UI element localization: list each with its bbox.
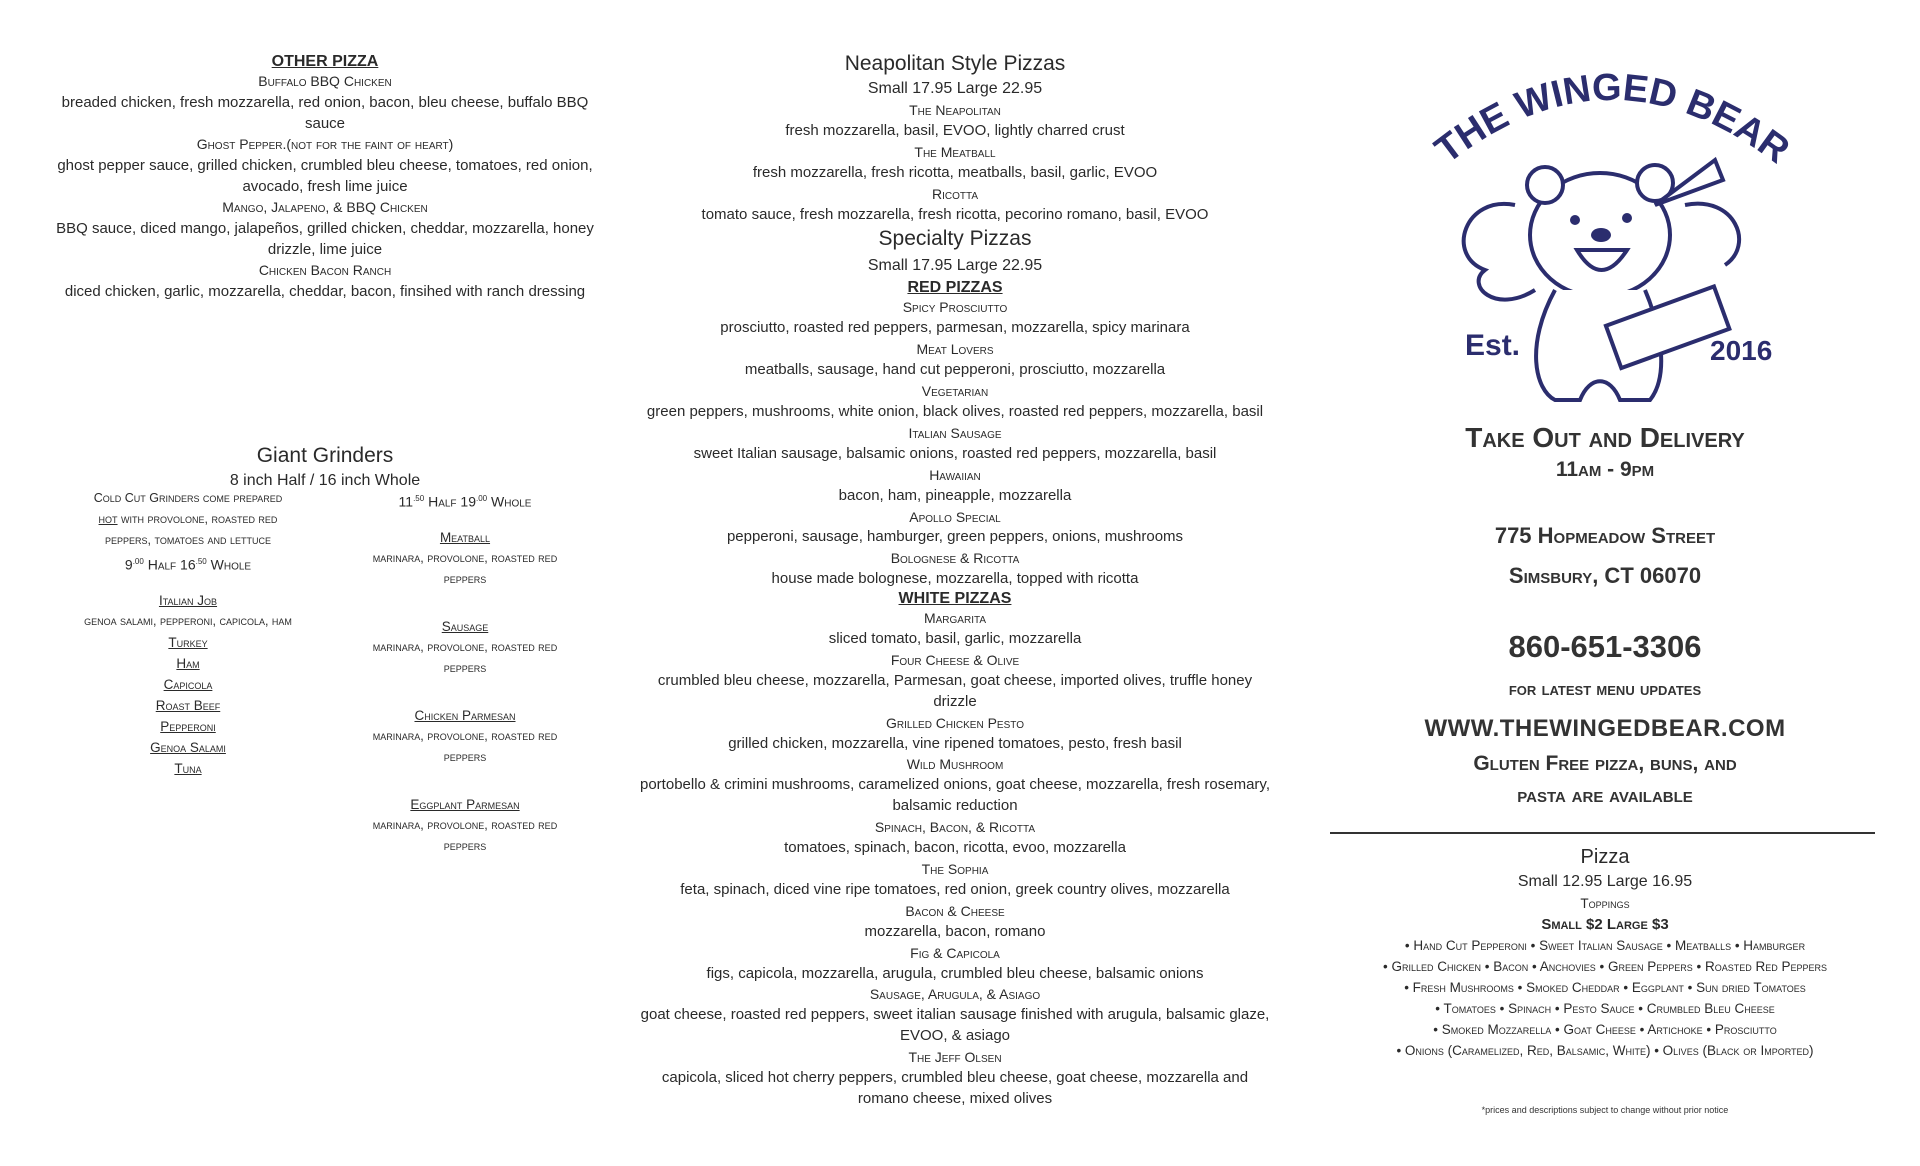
red-pizza-desc: meatballs, sausage, hand cut pepperoni, prosciutto, mozzarella	[744, 361, 1166, 379]
neapolitan-name: The Meatball	[914, 143, 996, 160]
red-pizza-name: Vegetarian	[921, 383, 989, 400]
spacer	[335, 590, 595, 602]
white-pizza-desc: crumbled bleu cheese, mozzarella, Parmesan, goat cheese, imported olives, truffle honey drizzle	[657, 671, 1253, 710]
toppings-line: • Fresh Mushrooms • Smoked Cheddar • Eggplant • Sun dried Tomatoes	[1404, 980, 1806, 995]
red-pizza-name: Meat Lovers	[916, 341, 994, 358]
spacer	[335, 602, 595, 616]
toppings-price: Small $2 Large $3	[1541, 916, 1669, 933]
white-pizza-desc: grilled chicken, mozzarella, vine ripened tomatoes, pesto, fresh basil	[728, 734, 1182, 752]
contact-info	[1330, 420, 1880, 812]
hot-grinder-name: Meatball	[439, 529, 491, 545]
white-pizza-desc: figs, capicola, mozzarella, arugula, crumbled bleu cheese, balsamic onions	[706, 964, 1204, 982]
gluten-free-line-1: Gluten Free pizza, buns, and	[1473, 752, 1737, 775]
white-pizza-name: Margarita	[923, 610, 987, 627]
pizza-title: Pizza	[1580, 846, 1630, 868]
cold-whole-label: Whole	[206, 556, 252, 573]
grinders-title: Giant Grinders	[256, 444, 394, 467]
gluten-free-line-2: pasta are available	[1517, 784, 1693, 807]
red-pizza-name: Apollo Special	[909, 508, 1001, 525]
neapolitan-price: Small 17.95 Large 22.95	[867, 80, 1043, 97]
cold-grinder-item: Roast Beef	[155, 697, 221, 713]
white-pizza-name: Bacon & Cheese	[905, 902, 1005, 919]
specialty-title: Specialty Pizzas	[878, 227, 1032, 251]
italian-job-desc: genoa salami, pepperoni, capicola, ham	[84, 613, 292, 628]
white-pizza-desc: feta, spinach, diced vine ripe tomatoes, red onion, greek country olives, mozzarella	[680, 880, 1230, 898]
basic-pizza-section	[1330, 843, 1880, 1061]
other-pizza-name: Buffalo BBQ Chicken	[258, 73, 392, 89]
toppings-line: • Onions (Caramelized, Red, Balsamic, White) • Olives (Black or Imported)	[1396, 1043, 1814, 1058]
other-pizza-name: Mango, Jalapeno, & BBQ Chicken	[222, 199, 428, 215]
hot-grinder-desc-2: peppers	[443, 838, 487, 853]
cold-grinder-item: Ham	[176, 655, 200, 671]
cold-whole-sup: .50	[195, 557, 207, 566]
toppings-line: • Grilled Chicken • Bacon • Anchovies • Green Peppers • Roasted Red Peppers	[1383, 959, 1827, 974]
spacer	[335, 780, 595, 794]
toppings-line: • Smoked Mozzarella • Goat Cheese • Artichoke • Prosciutto	[1433, 1022, 1777, 1037]
other-pizza-desc: breaded chicken, fresh mozzarella, red onion, bacon, bleu cheese, buffalo BBQ sauce	[61, 94, 589, 132]
white-pizza-name: Fig & Capicola	[910, 944, 1000, 961]
neapolitan-desc: fresh mozzarella, fresh ricotta, meatballs, basil, garlic, EVOO	[752, 163, 1158, 181]
hot-grinder-desc-2: peppers	[443, 571, 487, 586]
cold-grinder-item: Genoa Salami	[150, 739, 226, 755]
red-pizza-desc: green peppers, mushrooms, white onion, black olives, roasted red peppers, mozzarella, basil	[646, 402, 1264, 420]
cold-price-half: 9	[124, 556, 133, 573]
hot-price-half-sup: .50	[413, 494, 425, 503]
service-line: Take Out and Delivery	[1465, 422, 1745, 453]
white-pizza-name: Wild Mushroom	[906, 756, 1004, 773]
red-pizza-items	[635, 297, 1275, 590]
neapolitan-items	[635, 100, 1275, 225]
red-pizza-desc: prosciutto, roasted red peppers, parmesan, mozzarella, spicy marinara	[720, 319, 1190, 337]
toppings-label: Toppings	[1580, 896, 1630, 911]
logo-text: THE WINGED BEAR	[1427, 66, 1797, 172]
white-pizza-desc: tomatoes, spinach, bacon, ricotta, evoo, mozzarella	[784, 839, 1126, 857]
white-pizza-name: The Sophia	[921, 861, 989, 877]
toppings-line: • Hand Cut Pepperoni • Sweet Italian Sausage • Meatballs • Hamburger	[1404, 938, 1806, 953]
white-pizza-desc: mozzarella, bacon, romano	[864, 922, 1046, 940]
cold-grinder-item: Turkey	[168, 634, 208, 650]
cold-grinder-item: Pepperoni	[160, 718, 216, 734]
other-pizza-section	[55, 53, 595, 302]
neapolitan-desc: fresh mozzarella, basil, EVOO, lightly charred crust	[785, 121, 1125, 139]
other-pizza-items	[55, 71, 595, 302]
white-pizza-items	[635, 608, 1275, 1110]
hot-grinder-desc: marinara, provolone, roasted red	[372, 728, 558, 743]
cold-note-1: Cold Cut Grinders come prepared	[93, 491, 283, 505]
cold-half-label: Half 16	[143, 556, 196, 573]
hours: 11am - 9pm	[1555, 458, 1655, 481]
pizza-price: Small 12.95 Large 16.95	[1517, 873, 1693, 890]
cold-grinder-item: Capicola	[163, 676, 213, 692]
hot-half-label: Half 19	[424, 493, 476, 510]
white-pizzas-header: WHITE PIZZAS	[898, 590, 1012, 608]
cold-grinders	[58, 488, 318, 779]
grinders-section	[55, 442, 595, 492]
left-wing-icon	[1464, 204, 1535, 300]
hot-grinder-desc-2: peppers	[443, 749, 487, 764]
red-pizza-name: Italian Sausage	[908, 424, 1002, 441]
spacer	[335, 691, 595, 705]
toppings-line: • Tomatoes • Spinach • Pesto Sauce • Crumbled Bleu Cheese	[1435, 1001, 1775, 1016]
cold-note	[58, 488, 318, 551]
bear-eye-left-icon	[1570, 215, 1580, 225]
red-pizza-name: Spicy Prosciutto	[902, 299, 1008, 316]
cold-items-list	[58, 632, 318, 779]
white-pizza-desc: goat cheese, roasted red peppers, sweet italian sausage finished with arugula, balsamic glaze, EVOO, & asiago	[640, 1006, 1270, 1045]
red-pizza-desc: bacon, ham, pineapple, mozzarella	[838, 486, 1072, 504]
white-pizza-desc: capicola, sliced hot cherry peppers, crumbled bleu cheese, goat cheese, mozzarella and romano cheese, mixed olives	[661, 1069, 1249, 1107]
white-pizza-name: Sausage, Arugula, & Asiago	[869, 986, 1041, 1003]
address-street: 775 Hopmeadow Street	[1494, 523, 1716, 548]
neapolitan-title: Neapolitan Style Pizzas	[844, 52, 1066, 75]
divider	[1330, 832, 1875, 834]
white-pizza-desc: portobello & crimini mushrooms, caramelized onions, goat cheese, mozzarella, fresh rosemary, balsamic reduction	[640, 776, 1270, 815]
logo-year: 2016	[1710, 335, 1773, 366]
cold-note-hot: hot	[98, 512, 118, 526]
specialty-price: Small 17.95 Large 22.95	[867, 257, 1043, 275]
pizza-menu-middle	[635, 50, 1275, 1110]
bear-eye-right-icon	[1622, 213, 1632, 223]
cold-note-4: peppers, tomatoes and lettuce	[105, 533, 271, 547]
other-pizza-name: Ghost Pepper.(not for the faint of heart)	[196, 136, 454, 152]
red-pizza-desc: pepperoni, sausage, hamburger, green peppers, onions, mushrooms	[726, 528, 1184, 546]
right-wing-icon	[1685, 204, 1739, 265]
red-pizza-name: Bolognese & Ricotta	[890, 550, 1020, 567]
red-pizza-desc: sweet Italian sausage, balsamic onions, roasted red peppers, mozzarella, basil	[693, 444, 1217, 462]
cold-grinder-item: Tuna	[174, 760, 202, 776]
other-pizza-desc: BBQ sauce, diced mango, jalapeños, grilled chicken, cheddar, mozzarella, honey drizzle, lime juice	[56, 220, 594, 258]
hot-grinder-name: Chicken Parmesan	[414, 707, 516, 723]
other-pizza-desc: ghost pepper sauce, grilled chicken, crumbled bleu cheese, tomatoes, red onion, avocado, fresh lime juice	[57, 157, 593, 195]
phone-number[interactable]: 860-651-3306	[1508, 629, 1702, 664]
logo-est: Est.	[1465, 329, 1521, 362]
white-pizza-name: Spinach, Bacon, & Ricotta	[874, 819, 1036, 836]
hot-price-half: 11	[398, 493, 414, 510]
hot-grinder-name: Eggplant Parmesan	[410, 796, 520, 812]
cold-price	[58, 551, 318, 576]
disclaimer: *prices and descriptions subject to change without prior notice	[1481, 1105, 1729, 1115]
white-pizza-name: The Jeff Olsen	[908, 1049, 1002, 1066]
address-city: Simsbury, CT 06070	[1508, 563, 1702, 588]
hot-whole-sup: .00	[476, 494, 488, 503]
neapolitan-name: Ricotta	[931, 185, 979, 202]
cold-price-half-sup: .00	[132, 557, 144, 566]
other-pizza-header: OTHER PIZZA	[271, 53, 379, 70]
bear-nose-icon	[1591, 228, 1611, 242]
hot-grinder-desc-2: peppers	[443, 660, 487, 675]
white-pizza-name: Grilled Chicken Pesto	[886, 714, 1024, 731]
hot-grinder-desc: marinara, provolone, roasted red	[372, 639, 558, 654]
neapolitan-desc: tomato sauce, fresh mozzarella, fresh ricotta, pecorino romano, basil, EVOO	[701, 205, 1209, 223]
grinders-subtitle: 8 inch Half / 16 inch Whole	[229, 472, 421, 489]
red-pizza-name: Hawaiian	[929, 466, 981, 483]
updates-note: for latest menu updates	[1508, 679, 1702, 700]
cold-note-3: with provolone, roasted red	[117, 512, 278, 526]
winged-bear-logo	[1405, 55, 1815, 415]
neapolitan-name: The Neapolitan	[909, 102, 1001, 118]
website-link[interactable]: WWW.THEWINGEDBEAR.COM	[1424, 715, 1786, 742]
hot-grinders	[335, 488, 595, 857]
hot-grinder-desc: marinara, provolone, roasted red	[372, 817, 558, 832]
hot-grinder-desc: marinara, provolone, roasted red	[372, 550, 558, 565]
spacer	[335, 513, 595, 527]
bear-ear-left-icon	[1527, 167, 1563, 203]
toppings-list	[1330, 935, 1880, 1061]
hot-items-list	[335, 513, 595, 857]
white-pizza-name: Four Cheese & Olive	[890, 651, 1020, 668]
white-pizza-desc: sliced tomato, basil, garlic, mozzarella	[828, 630, 1082, 648]
red-pizzas-header: RED PIZZAS	[907, 279, 1003, 297]
other-pizza-desc: diced chicken, garlic, mozzarella, cheddar, bacon, finsihed with ranch dressing	[64, 283, 586, 300]
italian-job-name: Italian Job	[158, 592, 218, 608]
hot-grinder-name: Sausage	[441, 618, 489, 634]
spacer	[335, 679, 595, 691]
red-pizza-desc: house made bolognese, mozzarella, topped with ricotta	[771, 570, 1139, 588]
other-pizza-name: Chicken Bacon Ranch	[258, 262, 392, 278]
hot-whole-label: Whole	[487, 493, 532, 510]
hot-price	[335, 488, 595, 513]
spacer	[335, 768, 595, 780]
